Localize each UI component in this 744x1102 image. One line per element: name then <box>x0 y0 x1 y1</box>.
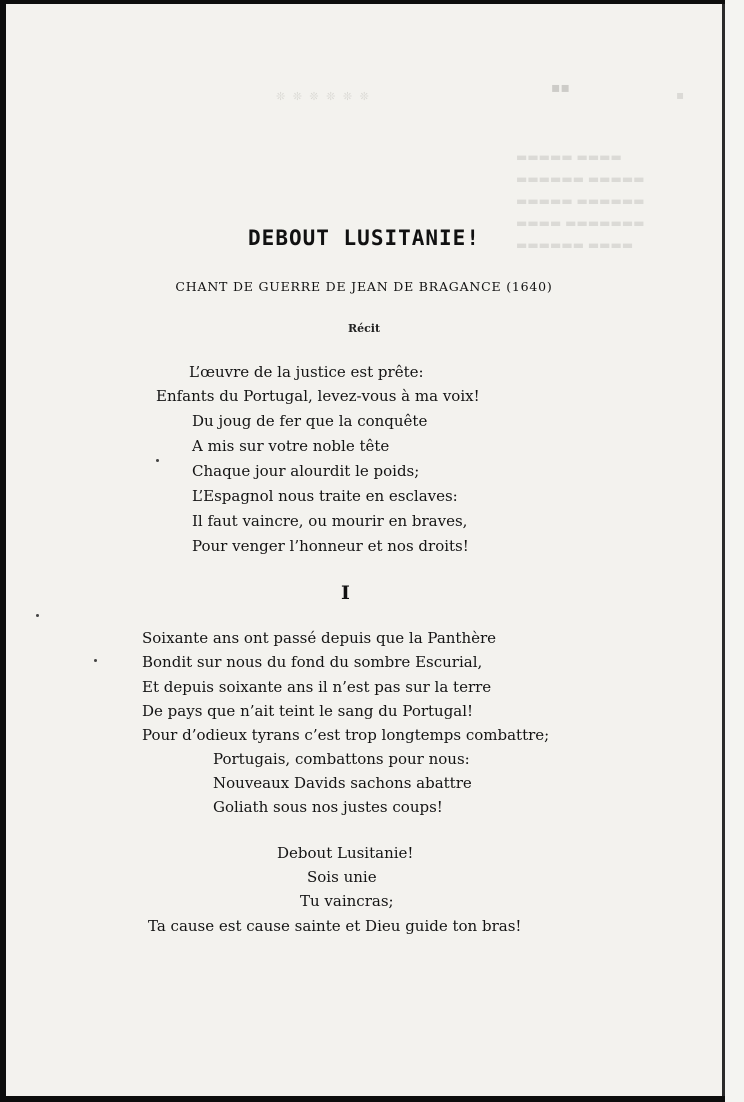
show-through-page-number: ▪▪ <box>551 80 570 96</box>
poem-subtitle: CHANT DE GUERRE DE JEAN DE BRAGANCE (1640) <box>175 279 553 294</box>
stanza-line: Goliath sous nos justes coups! <box>213 798 443 816</box>
stanza-line: Soixante ans ont passé depuis que la Panthère <box>142 629 497 647</box>
show-through-text: ▪ ▬▬▬▬▬ ▬▬▬▬ ▬▬▬▬▬▬ ▬▬▬▬▬ ▬▬▬▬▬ ▬▬▬▬▬▬ ▬▬▬▬ ▬▬▬▬▬▬▬ ▬▬▬▬▬▬ ▬▬▬▬ <box>516 88 685 252</box>
stanza-line: Et depuis soixante ans il n’est pas sur la terre <box>142 678 492 696</box>
show-through-header: ❊ ❊ ❊ ❊ ❊ ❊ <box>276 90 371 103</box>
poem-title: DEBOUT LUSITANIE! <box>248 226 480 250</box>
recit-line: Du joug de fer que la conquête <box>192 412 428 430</box>
recit-line: Il faut vaincre, ou mourir en braves, <box>192 512 468 530</box>
recit-line: L’Espagnol nous traite en esclaves: <box>192 487 458 505</box>
recit-label: Récit <box>347 322 381 335</box>
stanza-line: Bondit sur nous du fond du sombre Escurial, <box>142 653 483 671</box>
refrain-line: Tu vaincras; <box>300 892 394 910</box>
recit-line: A mis sur votre noble tête <box>192 437 390 455</box>
scan-speck <box>156 459 159 462</box>
recit-line: Enfants du Portugal, levez-vous à ma voix! <box>156 387 480 405</box>
scan-speck <box>94 659 97 662</box>
recit-line: L’œuvre de la justice est prête: <box>189 363 424 381</box>
refrain-line: Ta cause est cause sainte et Dieu guide ton bras! <box>148 917 522 935</box>
refrain-line: Sois unie <box>307 868 377 886</box>
scan-speck <box>36 614 39 617</box>
recit-line: Pour venger l’honneur et nos droits! <box>192 537 469 555</box>
section-number: I <box>341 582 350 604</box>
stanza-line: Nouveaux Davids sachons abattre <box>213 774 472 792</box>
recit-line: Chaque jour alourdit le poids; <box>192 462 420 480</box>
stanza-line: De pays que n’ait teint le sang du Portugal! <box>142 702 474 720</box>
stanza-line: Portugais, combattons pour nous: <box>213 750 470 768</box>
refrain-line: Debout Lusitanie! <box>277 844 414 862</box>
scan-edge-strip <box>725 0 744 1102</box>
book-page <box>6 4 725 1096</box>
stanza-line: Pour d’odieux tyrans c’est trop longtemps combattre; <box>142 726 550 744</box>
